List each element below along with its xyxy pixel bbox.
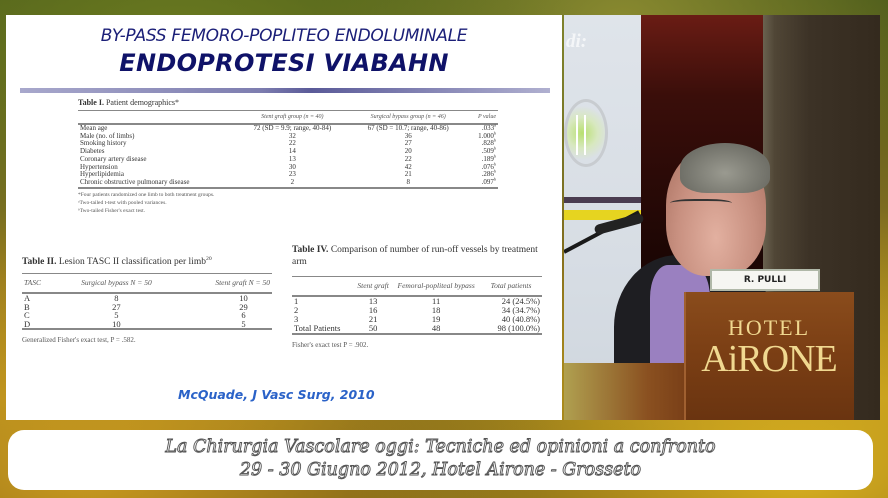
row-label: B — [24, 301, 30, 312]
row-label: Total Patients — [294, 323, 341, 333]
table-ref: 20 — [205, 255, 212, 262]
row-label: Mean age — [80, 124, 108, 132]
row-label: Chronic obstructive pulmonary disease — [80, 177, 190, 186]
col-header: Stent graft group (n = 40) — [261, 114, 324, 120]
col-header: Total patients — [490, 281, 532, 290]
conference-date-location: 29 - 30 Giugno 2012, Hotel Airone - Grosseto — [239, 460, 642, 480]
table-footnote: Fisher's exact test P = .902. — [292, 341, 369, 349]
cell: 48 — [431, 323, 441, 333]
cell: 10 — [239, 293, 248, 303]
table-row — [22, 320, 272, 330]
col-header — [78, 111, 236, 125]
row-label: Diabetes — [80, 147, 105, 156]
slide-panel — [6, 15, 562, 420]
table-patient-demographics — [78, 98, 498, 215]
table-row — [78, 133, 498, 141]
row-label: Coronary artery disease — [80, 154, 147, 163]
row-label: Hyperlipidemia — [80, 170, 124, 179]
cell: 67 (SD = 10.7; range, 40-86) — [367, 124, 449, 132]
cell: .828$^b$ — [481, 138, 496, 148]
cell: 19 — [431, 314, 441, 324]
table-row — [78, 140, 498, 148]
footnote: ᵃTwo-tailed t-test with pooled variances. — [78, 199, 167, 206]
table-caption — [78, 98, 498, 107]
cell: 16 — [368, 305, 378, 315]
cell: .076$^b$ — [481, 161, 496, 171]
row-label: A — [24, 293, 31, 303]
cell: 29 — [239, 301, 248, 312]
table-row — [78, 156, 498, 164]
cell: 22 — [404, 154, 412, 163]
podium-side — [564, 363, 684, 420]
cell: 21 — [404, 170, 412, 179]
cell: .509$^b$ — [481, 145, 496, 156]
table-row — [22, 293, 272, 303]
speaker-hair — [680, 143, 770, 193]
slide-subtitle: BY-PASS FEMORO-POPLITEO ENDOLUMINALE — [100, 26, 468, 46]
cell: 27 — [404, 139, 412, 148]
speaker-nameplate: R. PULLI — [710, 269, 820, 291]
cell: 72 (SD = 9.9; range, 40-84) — [253, 124, 332, 132]
cell: 30 — [288, 162, 296, 171]
cell: 34 (34.7%) — [501, 305, 540, 315]
screen-text: di: — [566, 31, 588, 52]
row-label: Smoking history — [80, 139, 127, 148]
footnote: ᵇTwo-tailed Fisher's exact test. — [78, 207, 146, 214]
table-label: Table II. — [22, 257, 57, 267]
cell: 2 — [290, 177, 295, 186]
table-caption — [292, 244, 542, 268]
cell: 10 — [112, 318, 121, 329]
col-header: Surgical bypass group (n = 46) — [370, 114, 446, 120]
table-row — [78, 164, 498, 172]
cell: 11 — [432, 296, 441, 306]
cell: 98 (100.0%) — [497, 323, 540, 333]
col-header: Stent graft N = 50 — [215, 278, 270, 287]
row-label: Male (no. of limbs) — [80, 131, 135, 140]
table-row — [292, 324, 542, 334]
table-row — [78, 124, 498, 133]
cell: 50 — [368, 323, 378, 333]
table-footnotes — [78, 191, 498, 215]
col-header: Stent graft — [357, 281, 389, 290]
cell: 27 — [112, 301, 121, 312]
glasses-icon — [670, 199, 732, 209]
cell: 5 — [241, 318, 246, 329]
cell: 1.000$^b$ — [478, 130, 496, 140]
cell: 14 — [288, 147, 296, 156]
cell: 22 — [288, 139, 296, 148]
podium-logo-line2: AiRONE — [701, 338, 837, 380]
cell: 21 — [368, 314, 378, 324]
table-caption — [22, 257, 272, 267]
cell: 36 — [404, 131, 412, 140]
cell: 32 — [288, 131, 296, 140]
row-label: C — [24, 310, 30, 320]
podium-logo-line1: HOTEL — [727, 315, 811, 340]
vitruvian-figure-icon — [576, 115, 586, 155]
cell: 13 — [368, 296, 378, 306]
row-label: D — [24, 318, 31, 329]
conference-banner — [8, 430, 873, 490]
table-row — [22, 303, 272, 312]
table-title: Comparison of number of run-off vessels by treatment arm — [292, 245, 538, 267]
table-footnote: Generalized Fisher's exact test, P = .582. — [22, 336, 136, 344]
col-header — [292, 277, 354, 297]
cell: 42 — [404, 162, 412, 171]
cell: 24 (24.5%) — [501, 296, 540, 306]
title-divider — [20, 88, 550, 93]
footnote: *Four patients randomized one limb to both treatment groups. — [78, 191, 215, 198]
conference-title: La Chirurgia Vascolare oggi: Tecniche ed opinioni a confronto — [165, 437, 716, 457]
row-label: 1 — [294, 296, 299, 306]
cell: .286$^b$ — [481, 168, 496, 179]
citation: McQuade, J Vasc Surg, 2010 — [178, 387, 375, 402]
cell: 8 — [406, 177, 410, 186]
cell: .097$^b$ — [481, 176, 496, 186]
cell: 5 — [114, 310, 119, 320]
table-label: Table IV. — [292, 245, 329, 255]
table-row — [22, 311, 272, 320]
cell: 13 — [288, 154, 296, 163]
cell: 40 (40.8%) — [501, 314, 540, 324]
slide-title: ENDOPROTESI VIABAHN — [119, 49, 449, 77]
speaker-video — [564, 15, 880, 420]
col-header: TASC — [24, 278, 41, 287]
table-row — [78, 179, 498, 188]
col-header: Surgical bypass N = 50 — [81, 278, 152, 287]
row-label: 3 — [294, 314, 299, 324]
col-header: P value — [477, 114, 496, 120]
cell: 6 — [241, 310, 246, 320]
col-header: Femoral-popliteal bypass — [397, 281, 475, 290]
cell: .033$^a$ — [481, 122, 496, 132]
vitruvian-logo-icon — [564, 99, 608, 167]
table-runoff-vessels — [292, 244, 542, 349]
cell: 8 — [114, 293, 119, 303]
cell: 18 — [431, 305, 441, 315]
screen-bar — [564, 197, 641, 203]
row-label: 2 — [294, 305, 299, 315]
table-title: Lesion TASC II classification per limb — [58, 257, 206, 267]
cell: .189$^b$ — [481, 153, 496, 163]
cell: 23 — [288, 170, 296, 179]
table-label: Table I. — [78, 98, 104, 107]
cell: 20 — [404, 147, 412, 156]
row-label: Hypertension — [80, 162, 118, 171]
table-tasc-classification — [22, 257, 272, 344]
table-title: Patient demographics* — [105, 98, 180, 107]
